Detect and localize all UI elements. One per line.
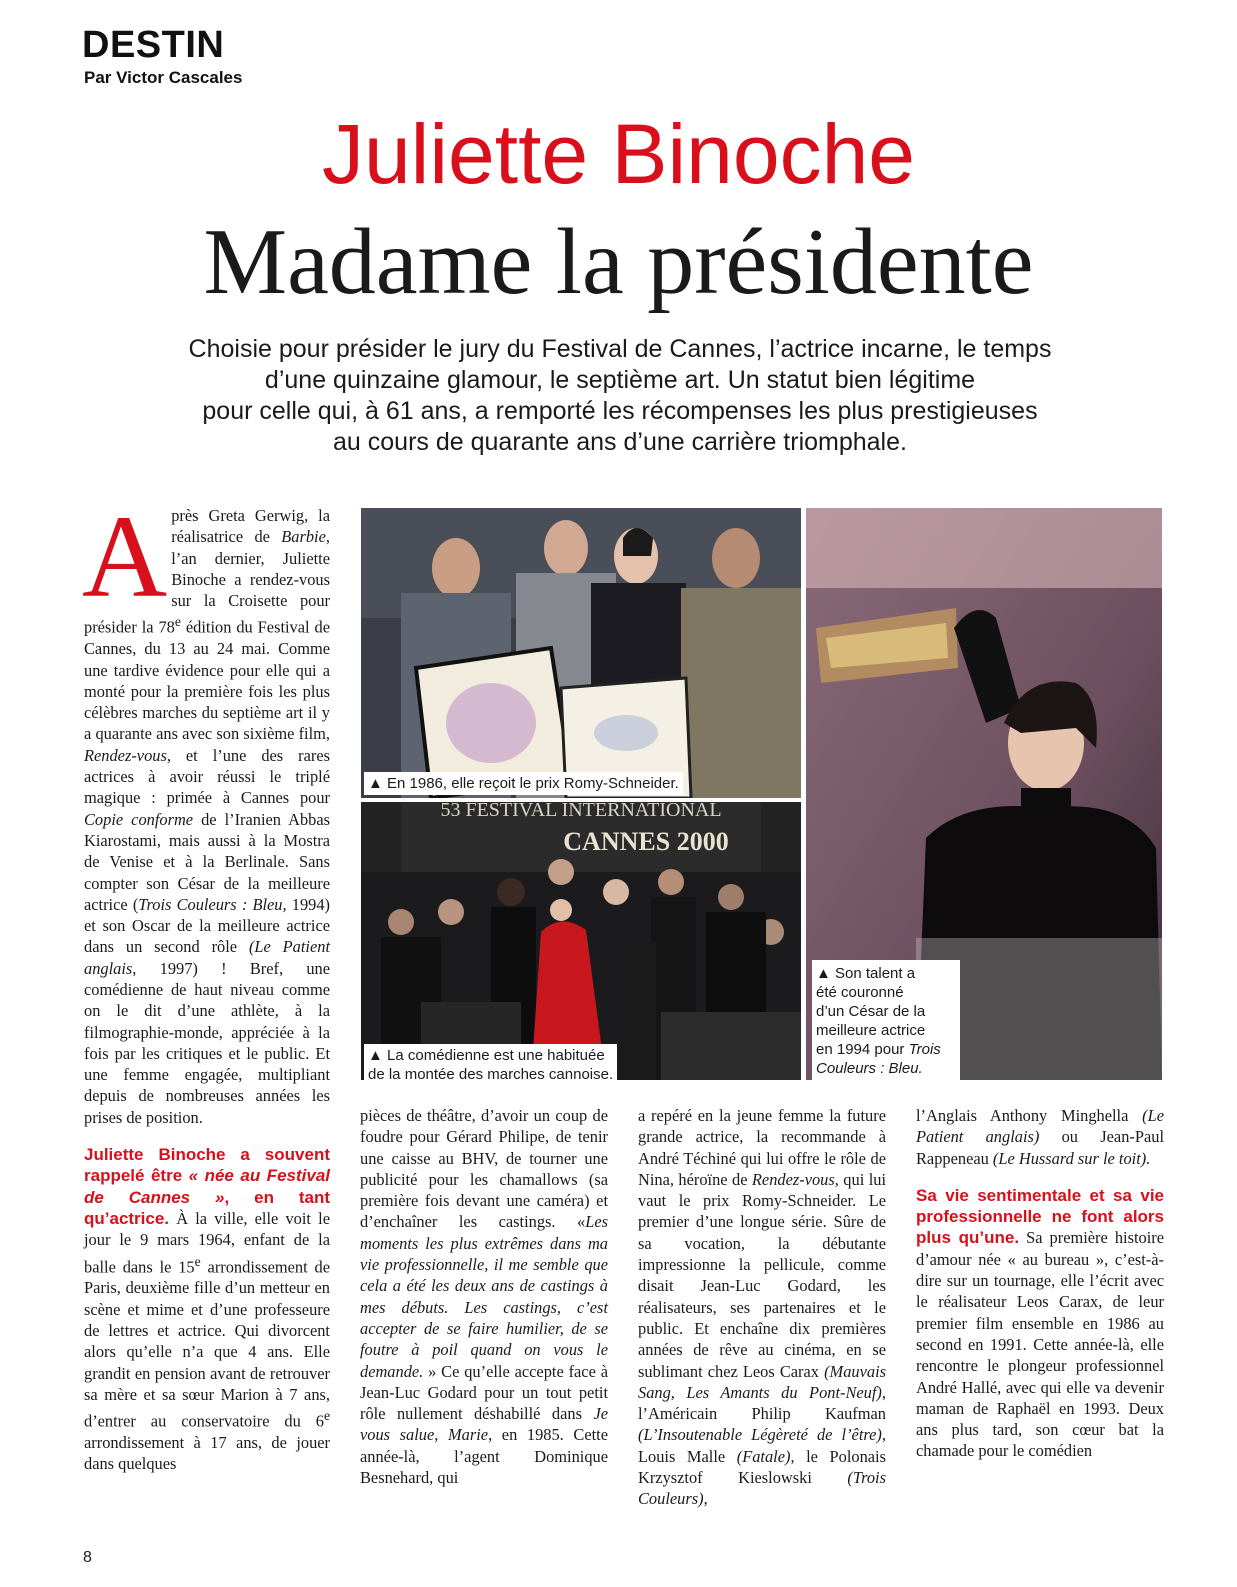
text-run: « née au Festival de Cannes » <box>84 1166 330 1207</box>
article-column-2 <box>360 1105 608 1488</box>
film-title: Trois <box>908 1041 941 1058</box>
text-run: , en 1985. Cette année-là, l’agent Dominique Besnehard, qui <box>360 1425 608 1488</box>
film-title: (Le Patient anglais) <box>916 1106 1164 1147</box>
text-run: , le Polonais Krzysztof Kieslowski <box>638 1446 886 1488</box>
banner-line-1: 53 FESTIVAL INTERNATIONAL <box>440 802 722 821</box>
text-run: près Greta Gerwig, la réalisatrice de <box>171 506 330 547</box>
section-label: DESTIN <box>82 24 225 66</box>
film-title: (Fatale) <box>736 1446 791 1466</box>
intertitle: Sa vie sentimentale et sa vie professionnelle ne font alors plus qu’une. <box>916 1185 1164 1248</box>
banner-line-2: CANNES 2000 <box>563 827 729 856</box>
text-run: 1994) et son Oscar de la meilleure actrice dans un second rôle <box>84 894 330 957</box>
film-title: Copie conforme <box>84 809 194 829</box>
text-run: l’Anglais Anthony Minghella <box>916 1106 1143 1125</box>
film-title: (L’Insoutenable Légèreté de l’être) <box>638 1425 882 1445</box>
article-column-4 <box>916 1105 1164 1462</box>
standfirst-line: au cours de quarante ans d’une carrière triomphale. <box>333 428 907 456</box>
film-title: Rendez-vous <box>751 1169 835 1189</box>
quote: Les moments les plus extrêmes dans ma vie professionnelle, il me semble que cela a été les deux ans de castings à mes débuts. Les castings, c’est accepter de se faire humilier, de se foutre à poil quand on vous le demande. <box>360 1212 608 1381</box>
text-run: et l’une des rares actrices à avoir réussi le triplé magique : primée à Cannes pour <box>84 745 330 808</box>
byline: Par Victor Cascales <box>84 68 243 87</box>
caption-line <box>816 1040 954 1059</box>
photo-cannes-2000 <box>361 802 801 1080</box>
film-title: (Le Hussard sur le toit). <box>992 1148 1151 1168</box>
article-paragraph <box>84 1144 330 1474</box>
standfirst-line: d’une quinzaine glamour, le septième art. Un statut bien légitime <box>264 366 976 394</box>
text-run: , 1997) ! Bref, une comédienne de haut niveau comme on le dit d’une athlète, à la filmographie-monde, appréciée à la fois par les critiques et le public. Et une femme engagée, multipliant depuis de nombreuses années les prises de position. <box>84 958 330 1127</box>
article-paragraph <box>916 1185 1164 1462</box>
text-run: Juliette Binoche a souvent rappelé être <box>84 1145 330 1186</box>
photo-cannes-illustration <box>361 802 801 1080</box>
film-title: (Trois Couleurs) <box>638 1468 886 1509</box>
text-run: Sa première histoire d’amour née « au bureau », c’est-à-dire sur un tournage, elle l’écrit avec le réalisateur Leos Carax, de leur premier film ensemble en 1986 au second en 1991. Cette année-là, elle rencontre le plongeur professionnel André Hallé, avec qui elle va devenir maman de Raphaël en 1993. Deux ans plus tard, son cœur bat la chamade pour le comédien <box>916 1228 1164 1461</box>
article-column-1 <box>82 491 331 1474</box>
article-paragraph <box>638 1105 886 1510</box>
caption-line: ▲ La comédienne est une habituée <box>368 1047 605 1064</box>
photo-1986-prize <box>361 508 801 798</box>
photo-cannes-caption <box>364 1044 617 1086</box>
standfirst <box>90 334 1150 458</box>
caption-line: été couronné <box>816 984 904 1001</box>
text-run: À la ville, elle voit le jour le 9 mars 1964, enfant de la balle dans le 15 <box>84 1208 330 1277</box>
text-run: , l’Américain Philip Kaufman <box>638 1382 886 1424</box>
photo-cesar-caption <box>812 960 960 1082</box>
film-title: Je vous salue, Marie <box>360 1404 608 1445</box>
article-paragraph <box>916 1105 1164 1169</box>
headline-name: Juliette Binoche <box>321 107 916 201</box>
caption-line: de la montée des marches cannoise. <box>368 1066 614 1083</box>
caption-line: ▲ Son talent a <box>816 965 916 982</box>
photo-1986-illustration <box>361 508 801 798</box>
text-run: , en tant qu’actrice. <box>84 1187 331 1228</box>
headline-main: Madame la présidente <box>203 210 1034 314</box>
photo-1986-caption: ▲ En 1986, elle reçoit le prix Romy-Schneider. <box>364 772 683 795</box>
text-run: , qui lui vaut le prix Romy-Schneider. Le premier d’une longue série. Sûre de sa vocation, la débutante impressionne la pellicule, comme disait Jean-Luc Godard, les réalisateurs, ses partenaires et le public. Et enchaîne dix premières années de rêve au cinéma, en se sublimant chez Leos Carax <box>638 1169 886 1381</box>
film-title: Trois Couleurs : Bleu, <box>138 894 287 914</box>
text-run: arrondissement de Paris, deuxième fille d’un metteur en scène et mime et d’une professeure de lettres et actrice. Qui divorcent alors qu’elle n’a que 4 ans. Elle grandit en pension avant de retrouver sa mère et sa sœur Marion à 7 ans, d’entrer au conservatoire du 6 <box>84 1257 330 1431</box>
superscript: e <box>323 1408 330 1424</box>
caption-line <box>816 1059 954 1078</box>
superscript: e <box>174 614 181 630</box>
text-run: ou Jean-Paul Rappeneau <box>916 1127 1164 1168</box>
film-title: (Mauvais Sang, Les Amants du Pont-Neuf) <box>638 1361 886 1402</box>
text-run: pièces de théâtre, d’avoir un coup de foudre pour Gérard Philipe, de tenir une caisse au BHV, de tourner une publicité pour les chamallows (sa première fois devant une caméra) et d’enchaîner les castings. « <box>360 1106 608 1232</box>
article-column-3 <box>638 1105 886 1510</box>
page-number: 8 <box>83 1549 92 1566</box>
caption-line: meilleure actrice <box>816 1022 926 1039</box>
film-title: Rendez-vous, <box>84 745 171 765</box>
film-title: Couleurs : Bleu. <box>816 1060 923 1077</box>
standfirst-line: pour celle qui, à 61 ans, a remporté les récompenses les plus prestigieuses <box>202 397 1038 425</box>
text-run: édition du Festival de Cannes, du 13 au 24 mai. Comme une tardive évidence pour elle qui a monté pour la première fois les plus célèbres marches du septième art il y a quarante ans avec son sixième film, <box>84 617 330 744</box>
film-title: Barbie <box>281 527 326 547</box>
text-run: , <box>703 1489 708 1509</box>
text-run: , Louis Malle <box>638 1425 886 1466</box>
drop-cap: A <box>82 491 168 622</box>
text-run: arrondissement à 17 ans, de jouer dans quelques <box>84 1432 330 1474</box>
text-run: , l’an dernier, Juliette Binoche a rendez-vous sur la Croisette pour présider la 78 <box>84 527 330 637</box>
text-run: de l’Iranien Abbas Kiarostami, mais aussi à la Mostra de Venise et à la Berlinale. Sans compter son César de la meilleure actrice ( <box>84 809 330 914</box>
text-run: a repéré en la jeune femme la future grande actrice, la recommande à André Téchiné qui lui offre le rôle de Nina, héroïne de <box>638 1106 886 1189</box>
article-paragraph <box>82 491 330 1128</box>
article-paragraph <box>360 1105 608 1488</box>
superscript: e <box>194 1253 201 1269</box>
text-run: en 1994 pour <box>816 1041 909 1058</box>
film-title: (Le Patient anglais <box>84 937 330 978</box>
text-run: » Ce qu’elle accepte face à Jean-Luc Godard pour un tout petit rôle nullement déshabillé dans <box>360 1361 608 1424</box>
caption-line: d’un César de la <box>816 1003 926 1020</box>
standfirst-line: Choisie pour présider le jury du Festival de Cannes, l’actrice incarne, le temps <box>188 335 1052 363</box>
